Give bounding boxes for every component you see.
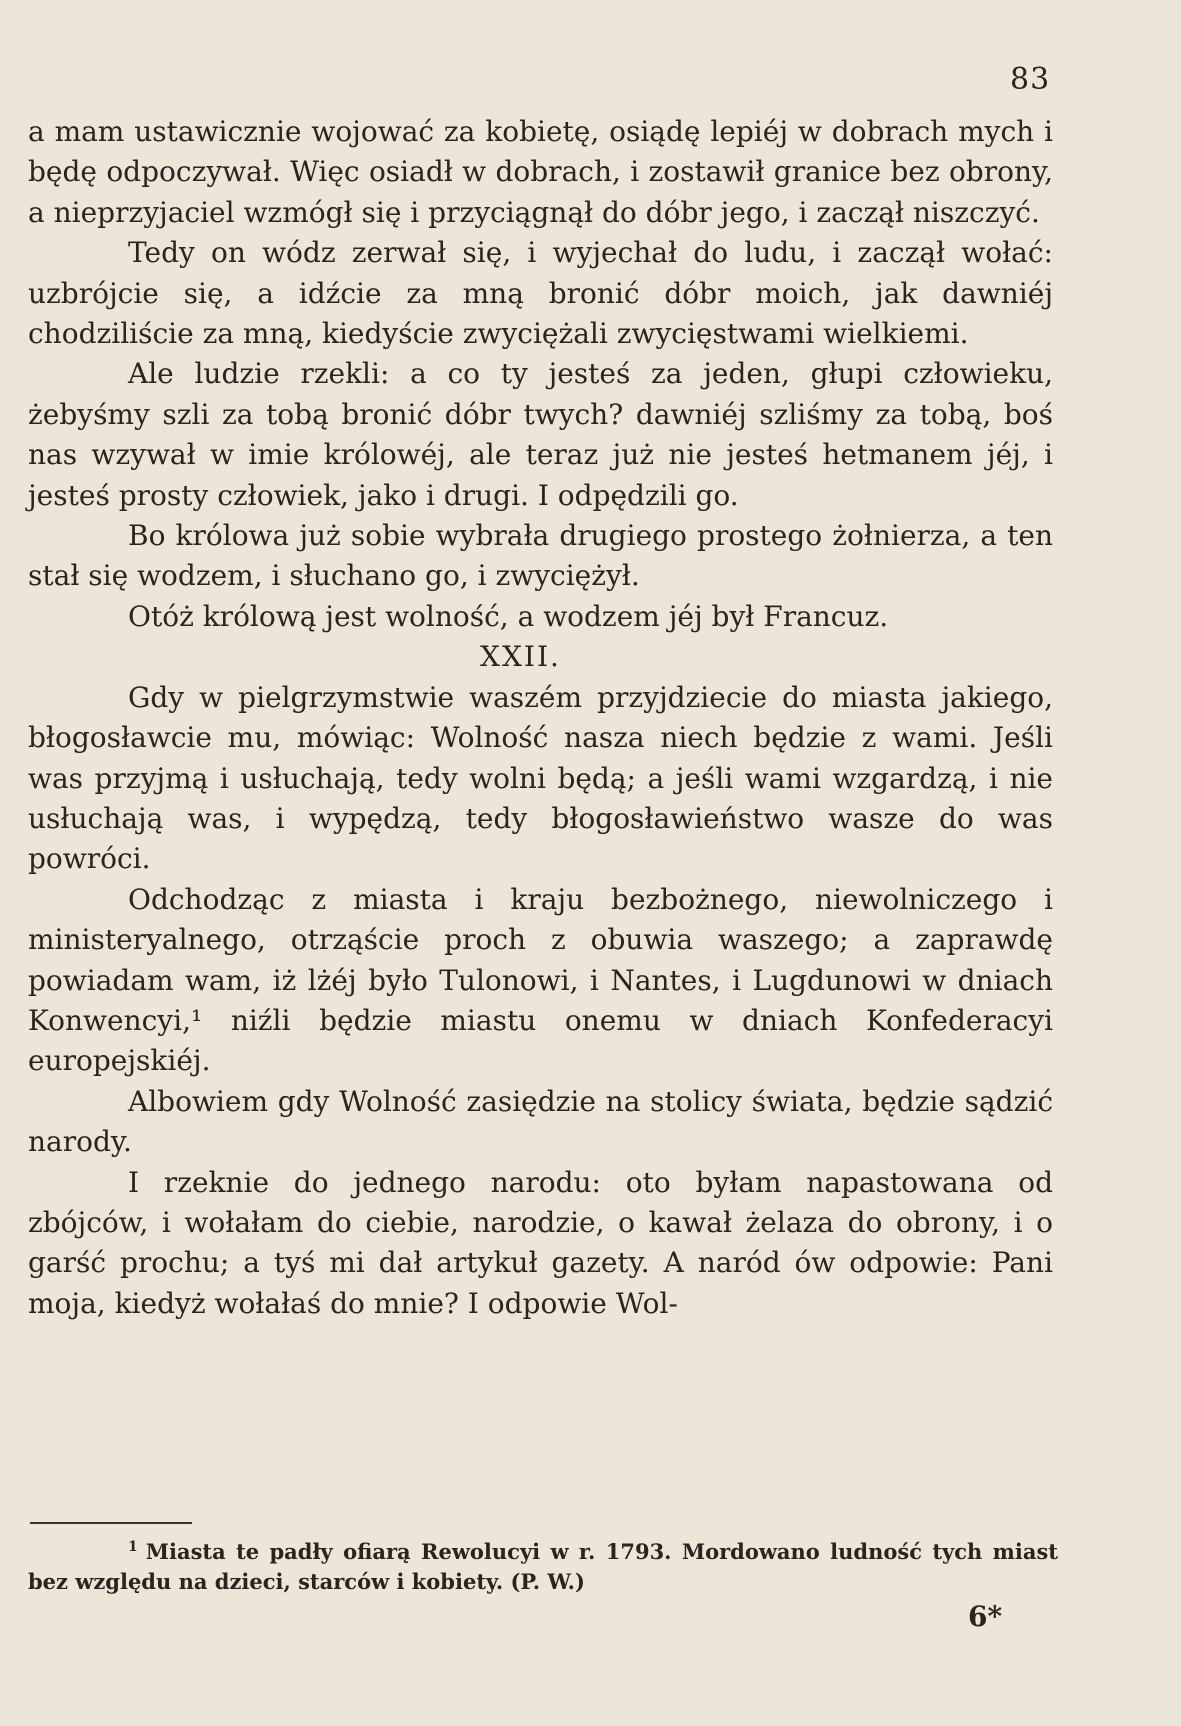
paragraph: Tedy on wódz zerwał się, i wyjechał do ludu, i zaczął wołać: uzbrójcie się, a idźcie za mną bronić dóbr moich, jak dawniéj chodziliście za mną, kiedyście zwyciężali zwycięstwami wielkiemi. <box>28 236 1053 351</box>
paragraph: a mam ustawicznie wojować za kobietę, osiądę lepiéj w dobrach mych i będę odpoczywał. Więc osiadł w dobrach, i zostawił granice bez obrony, a nieprzyjaciel wzmógł się i przyciągnął do dóbr jego, i zaczął niszczyć. <box>28 115 1053 229</box>
paragraph: Bo królowa już sobie wybrała drugiego prostego żołnierza, a ten stał się wodzem, i słuchano go, i zwyciężył. <box>28 519 1053 593</box>
footnote-mark: 1 <box>128 1539 138 1555</box>
paragraph: Otóż królową jest wolność, a wodzem jéj był Francuz. <box>128 599 889 633</box>
page-number: 83 <box>1010 62 1051 97</box>
signature-mark: 6* <box>968 1600 1003 1633</box>
footnote-text: Miasta te padły ofiarą Rewolucyi w r. 1793. Mordowano ludność tych miast bez względu na dzieci, starców i kobiety. (P. W.) <box>28 1539 1058 1594</box>
paragraph: Ale ludzie rzekli: a co ty jesteś za jeden, głupi człowieku, żebyśmy szli za tobą bronić dóbr twych? dawniéj szliśmy za tobą, boś nas wzywał w imie królowéj, ale teraz już nie jesteś hetmanem jéj, i jesteś prosty człowiek, jako i drugi. I odpędzili go. <box>28 357 1053 512</box>
footnote <box>28 1532 1058 1597</box>
body-text <box>28 112 1053 1324</box>
paragraph: I rzeknie do jednego narodu: oto byłam napastowana od zbójców, i wołałam do ciebie, narodzie, o kawał żelaza do obrony, i o garść prochu; a tyś mi dał artykuł gazety. A naród ów odpowie: Pani moja, kiedyż wołałaś do mnie? I odpowie Wol- <box>28 1165 1053 1320</box>
section-heading: XXII. <box>480 640 561 674</box>
footnote-divider <box>30 1522 192 1524</box>
paragraph: Odchodząc z miasta i kraju bezbożnego, niewolniczego i ministeryalnego, otrząście proch z obuwia waszego; a zaprawdę powiadam wam, iż lżéj było Tulonowi, i Nantes, i Lugdunowi w dniach Konwencyi,¹ niźli będzie miastu onemu w dniach Konfederacyi europejskiéj. <box>28 882 1053 1078</box>
paragraph: Gdy w pielgrzymstwie waszém przyjdziecie do miasta jakiego, błogosławcie mu, mówiąc: Wolność nasza niech będzie z wami. Jeśli was przyjmą i usłuchają, tedy wolni będą; a jeśli wami wzgardzą, i nie usłuchają was, i wypędzą, tedy błogosławieństwo wasze do was powróci. <box>28 680 1053 876</box>
paragraph: Albowiem gdy Wolność zasiędzie na stolicy świata, będzie sądzić narody. <box>28 1084 1053 1159</box>
